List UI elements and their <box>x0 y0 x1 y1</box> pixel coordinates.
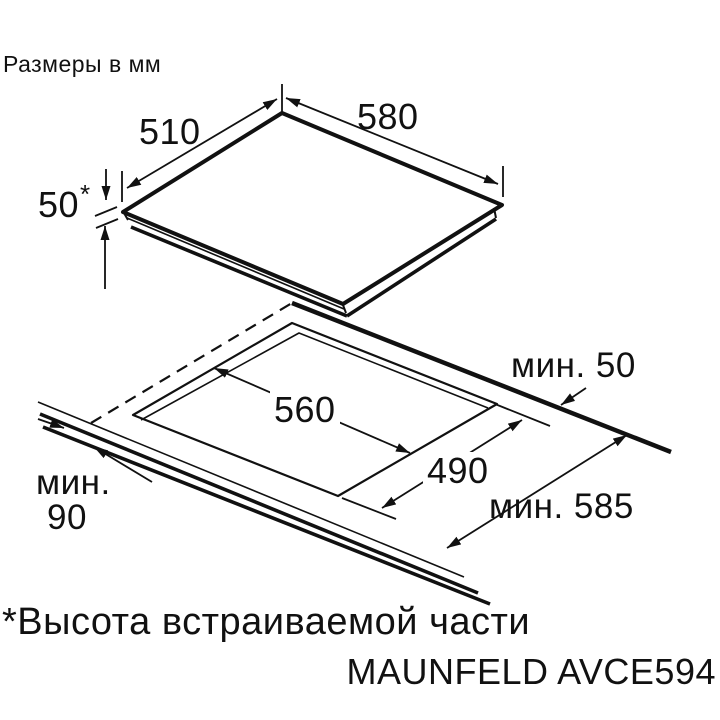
dim-label-cutout-width: 560 <box>270 391 340 429</box>
footnote: *Высота встраиваемой части <box>2 601 531 643</box>
dim-label-height <box>38 181 91 223</box>
dim-label-cutout-depth: 490 <box>423 452 493 490</box>
height-value: 50 <box>38 184 80 225</box>
tick-50-top <box>95 207 117 216</box>
dim-label-min-depth: мин. 585 <box>489 487 634 526</box>
dim-label-min-front-word: мин. <box>36 463 111 502</box>
worktop-hidden-edge <box>91 303 292 423</box>
tick-490-bottom <box>342 498 396 519</box>
dim-arrow-min50 <box>561 388 586 405</box>
cooktop-body-front-step <box>343 305 346 313</box>
model-name: MAUNFELD AVCE594 <box>346 651 716 692</box>
dim-label-side-depth: 510 <box>139 111 201 152</box>
dim-label-top-width: 580 <box>357 96 419 137</box>
dim-label-min-back: мин. 50 <box>511 346 636 385</box>
tick-490-right <box>495 404 550 426</box>
dim-label-min-front-value: 90 <box>47 498 87 537</box>
tick-50-bottom <box>96 219 118 228</box>
units-note: Размеры в мм <box>3 51 162 77</box>
height-footnote-marker: * <box>80 179 91 209</box>
worktop-front-edge <box>40 414 478 593</box>
